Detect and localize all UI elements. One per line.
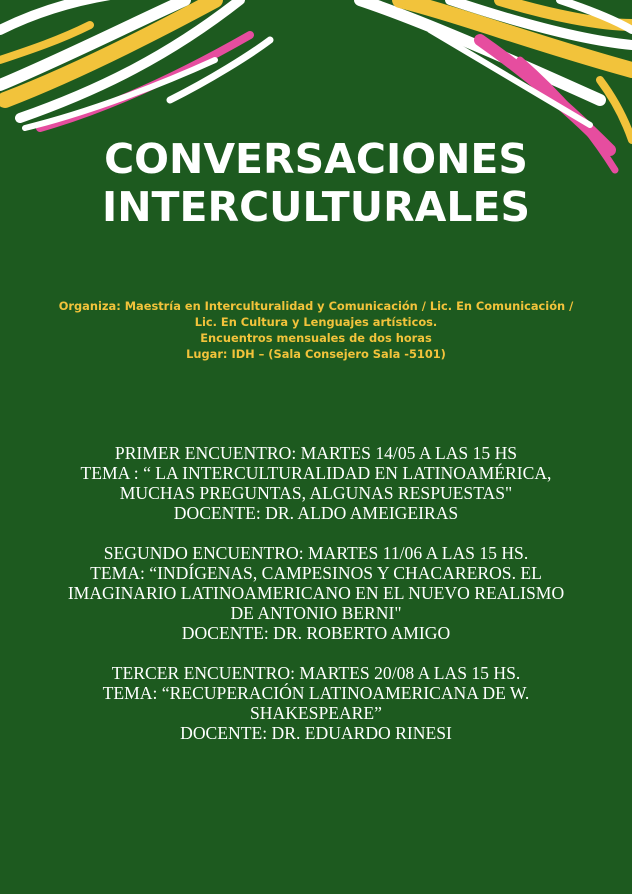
encuentros-line: Encuentros mensuales de dos horas [200,331,432,345]
event-2-theme-line-1: TEMA: “INDÍGENAS, CAMPESINOS Y CHACAREROS. EL [90,563,542,583]
event-1-theme-line-1: TEMA : “ LA INTERCULTURALIDAD EN LATINOAMÉRICA, [80,463,552,483]
event-2-theme-line-3: DE ANTONIO BERNI" [230,603,402,623]
lugar-line: Lugar: IDH – (Sala Consejero Sala -5101) [186,347,446,361]
event-1-heading: PRIMER ENCUENTRO: MARTES 14/05 A LAS 15 HS [114,443,518,463]
event-3-teacher: DOCENTE: DR. EDUARDO RINESI [180,723,452,743]
poster-title-line-2: INTERCULTURALES [101,183,531,231]
organizer-info [0,298,632,362]
event-1 [0,443,632,523]
event-2 [0,543,632,643]
event-1-theme-line-2: MUCHAS PREGUNTAS, ALGUNAS RESPUESTAS" [119,483,513,503]
event-2-heading: SEGUNDO ENCUENTRO: MARTES 11/06 A LAS 15 HS. [103,543,529,563]
organiza-line-2: Lic. En Cultura y Lenguajes artísticos. [194,315,438,329]
event-3-theme-line-2: SHAKESPEARE” [250,703,382,723]
poster-title-line-1: CONVERSACIONES [104,135,528,183]
event-1-teacher: DOCENTE: DR. ALDO AMEIGEIRAS [173,503,459,523]
event-3-theme-line-1: TEMA: “RECUPERACIÓN LATINOAMERICANA DE W. [102,683,530,703]
event-2-theme-line-2: IMAGINARIO LATINOAMERICANO EN EL NUEVO REALISMO [67,583,565,603]
event-3 [0,663,632,743]
events-list [0,443,632,763]
event-3-heading: TERCER ENCUENTRO: MARTES 20/08 A LAS 15 HS. [111,663,521,683]
organiza-line-1: Organiza: Maestría en Interculturalidad y Comunicación / Lic. En Comunicación / [58,299,574,313]
event-2-teacher: DOCENTE: DR. ROBERTO AMIGO [181,623,451,643]
